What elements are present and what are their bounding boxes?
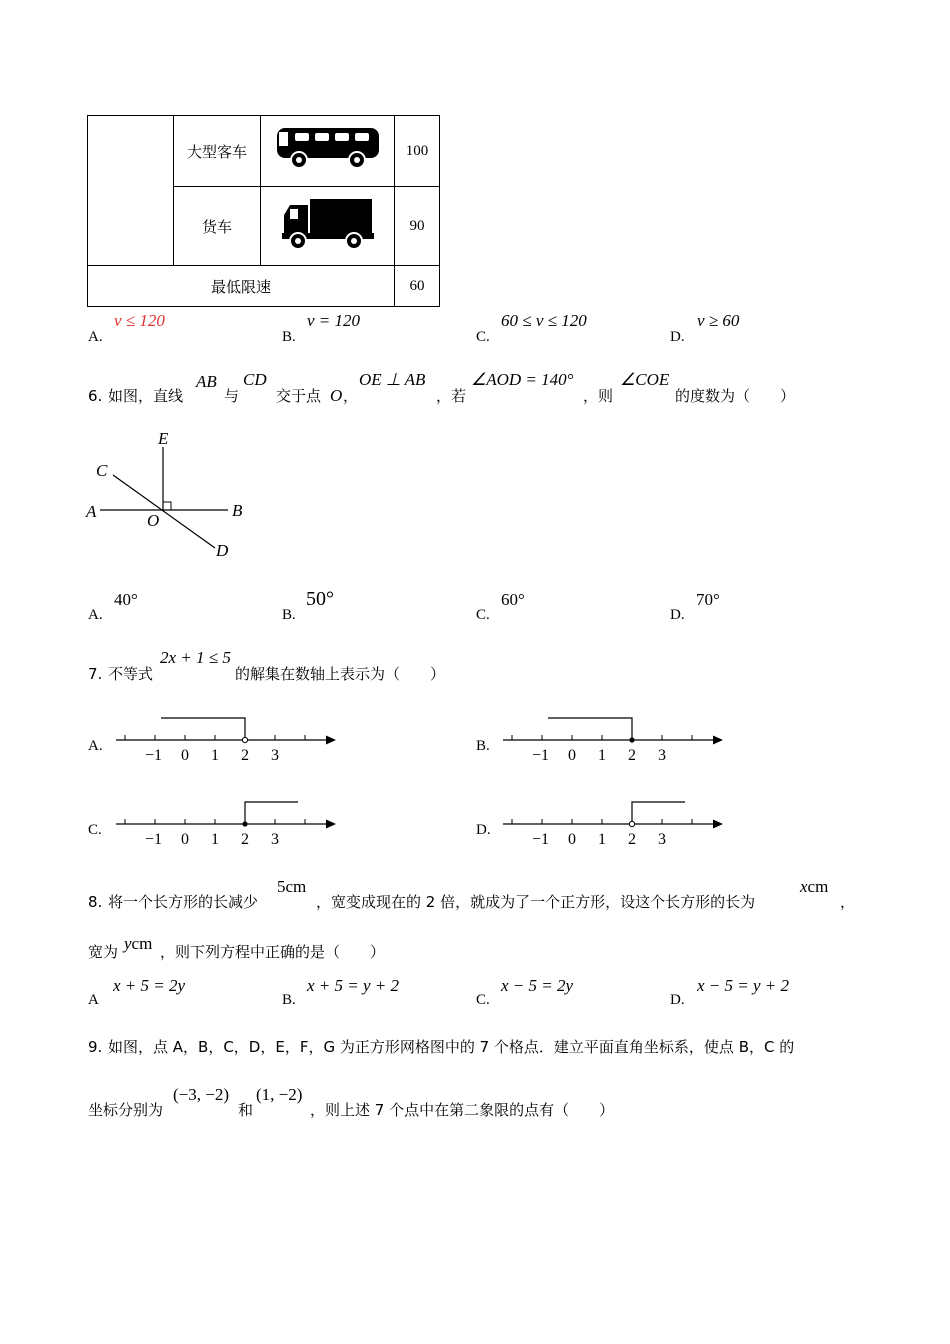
- q6-text-3: 交于点: [276, 387, 322, 405]
- tick-label: 0: [568, 747, 576, 764]
- q6-cd: CD: [243, 370, 267, 389]
- q9-line-1: 如图，点 A，B，C，D，E，F，G 为正方形网格图中的 7 个格点．建立平面直角坐标系，使点 B，C 的: [108, 1038, 795, 1056]
- table-blank-cell: [88, 116, 174, 266]
- tick-label: 2: [241, 747, 249, 764]
- q7-option-a-letter: A.: [88, 738, 103, 754]
- q7-number-line-b: [495, 710, 735, 766]
- tick-label: 1: [598, 831, 606, 848]
- tick-label: −1: [532, 747, 550, 764]
- label-d: D: [216, 541, 229, 560]
- solution-bracket: [548, 718, 632, 740]
- q6-option-a-letter: A.: [88, 607, 103, 623]
- q6-option-b-value: 50°: [306, 588, 334, 610]
- label-e: E: [158, 429, 169, 448]
- q5-option-d-expr: v ≥ 60: [697, 311, 740, 330]
- bus-speed-value: 100: [395, 116, 440, 187]
- q8-text-2: ，宽变成现在的 2 倍，就成为了一个正方形，设这个长方形的长为: [316, 893, 756, 911]
- tick-label: −1: [145, 831, 163, 848]
- q8-option-b-expr: x + 5 = y + 2: [307, 976, 400, 995]
- right-angle-mark: [163, 502, 171, 510]
- q8-text-3: ，: [840, 893, 856, 911]
- tick-label: 1: [211, 831, 219, 848]
- q7-number-line-d: [495, 794, 735, 850]
- q8-option-d-expr: x − 5 = y + 2: [697, 976, 790, 995]
- tick-label: 0: [181, 747, 189, 764]
- line-cd: [113, 475, 215, 548]
- tick-label: 0: [181, 831, 189, 848]
- q6-cond-1: OE ⊥ AB: [359, 370, 426, 389]
- q6-text-4: ，若: [436, 387, 467, 405]
- label-a: A: [86, 502, 97, 521]
- q8-text-1: 将一个长方形的长减少: [108, 893, 259, 911]
- open-point: [242, 737, 247, 742]
- tick-label: 1: [211, 747, 219, 764]
- q8-width-var: ycm: [124, 934, 153, 953]
- q9-text-2: 和: [238, 1101, 254, 1119]
- truck-speed-value: 90: [395, 187, 440, 266]
- q7-number-line-a: [108, 710, 348, 766]
- truck-icon-cell: [261, 187, 395, 266]
- q7-option-b-letter: B.: [476, 738, 490, 754]
- tick-label: −1: [532, 831, 550, 848]
- q6-number: 6.: [88, 387, 103, 405]
- label-b: B: [232, 501, 243, 520]
- q8-text-4: 宽为: [88, 943, 119, 961]
- q8-option-a-expr: x + 5 = 2y: [113, 976, 186, 995]
- q9-coord-c: (1, −2): [256, 1085, 303, 1104]
- label-c: C: [96, 461, 108, 480]
- closed-point: [629, 737, 634, 742]
- q6-option-c-value: 60°: [501, 590, 525, 609]
- closed-point: [242, 821, 247, 826]
- q6-cond-2: ∠AOD = 140°: [471, 370, 574, 389]
- axis-arrow: [326, 820, 336, 829]
- q6-option-c-letter: C.: [476, 607, 490, 623]
- q9-coord-b: (−3, −2): [173, 1085, 229, 1104]
- tick-label: 3: [271, 747, 279, 764]
- q5-option-c-expr: 60 ≤ v ≤ 120: [501, 311, 587, 330]
- q6-text-5: ，则: [583, 387, 614, 405]
- tick-label: 2: [628, 747, 636, 764]
- q7-text-1: 不等式: [108, 665, 154, 683]
- q7-inequality: 2x + 1 ≤ 5: [160, 648, 231, 667]
- q8-number: 8.: [88, 893, 103, 911]
- vehicle-label-truck: 货车: [174, 187, 261, 266]
- min-speed-value: 60: [395, 266, 440, 307]
- q5-option-b-letter: B.: [282, 329, 296, 345]
- tick-label: −1: [145, 747, 163, 764]
- q6-figure: [80, 425, 260, 565]
- q8-text-5: ，则下列方程中正确的是（ ）: [160, 943, 386, 961]
- truck-icon: [280, 197, 376, 251]
- tick-label: 1: [598, 747, 606, 764]
- q6-ab: AB: [196, 372, 217, 391]
- q6-target: ∠COE: [620, 370, 670, 389]
- q7-number-line-c: [108, 794, 348, 850]
- q5-option-d-letter: D.: [670, 329, 685, 345]
- q7-option-c-letter: C.: [88, 822, 102, 838]
- q6-comma: ，: [343, 387, 359, 405]
- q7-number: 7.: [88, 665, 103, 683]
- q9-text-3: ，则上述 7 个点中在第二象限的点有（ ）: [310, 1101, 615, 1119]
- label-o: O: [147, 511, 160, 530]
- speed-limit-table: [87, 115, 440, 307]
- q5-option-a-expr: v ≤ 120: [114, 311, 165, 330]
- axis-arrow: [326, 736, 336, 745]
- q6-option-b-letter: B.: [282, 607, 296, 623]
- open-point: [629, 821, 634, 826]
- q5-option-c-letter: C.: [476, 329, 490, 345]
- bus-icon-cell: [261, 116, 395, 187]
- tick-label: 3: [271, 831, 279, 848]
- q6-text-6: 的度数为（ ）: [675, 387, 796, 405]
- vehicle-label-bus: 大型客车: [174, 116, 261, 187]
- tick-label: 2: [628, 831, 636, 848]
- min-speed-label: 最低限速: [88, 266, 395, 307]
- q6-point-o: O: [330, 386, 343, 405]
- q8-option-a-letter: A: [88, 992, 99, 1008]
- solution-bracket: [161, 718, 245, 740]
- q5-option-b-expr: v = 120: [307, 311, 361, 330]
- q9-text-1: 坐标分别为: [88, 1101, 164, 1119]
- q6-option-d-value: 70°: [696, 590, 720, 609]
- tick-label: 3: [658, 831, 666, 848]
- q8-length-var: xcm: [800, 877, 829, 896]
- q7-option-d-letter: D.: [476, 822, 491, 838]
- q8-option-b-letter: B.: [282, 992, 296, 1008]
- bus-icon: [273, 126, 383, 172]
- q8-option-c-letter: C.: [476, 992, 490, 1008]
- q9-number: 9.: [88, 1038, 103, 1056]
- q8-option-c-expr: x − 5 = 2y: [501, 976, 574, 995]
- q8-option-d-letter: D.: [670, 992, 685, 1008]
- q6-text-2: 与: [224, 387, 240, 405]
- q5-option-a-letter: A.: [88, 329, 103, 345]
- tick-label: 0: [568, 831, 576, 848]
- solution-bracket: [245, 802, 298, 824]
- q7-text-2: 的解集在数轴上表示为（ ）: [235, 665, 446, 683]
- q6-option-d-letter: D.: [670, 607, 685, 623]
- axis-arrow: [713, 736, 723, 745]
- solution-bracket: [632, 802, 685, 824]
- q8-length-change: 5cm: [277, 877, 307, 896]
- tick-label: 3: [658, 747, 666, 764]
- q6-option-a-value: 40°: [114, 590, 138, 609]
- q6-text-1: 如图，直线: [108, 387, 184, 405]
- tick-label: 2: [241, 831, 249, 848]
- axis-arrow: [713, 820, 723, 829]
